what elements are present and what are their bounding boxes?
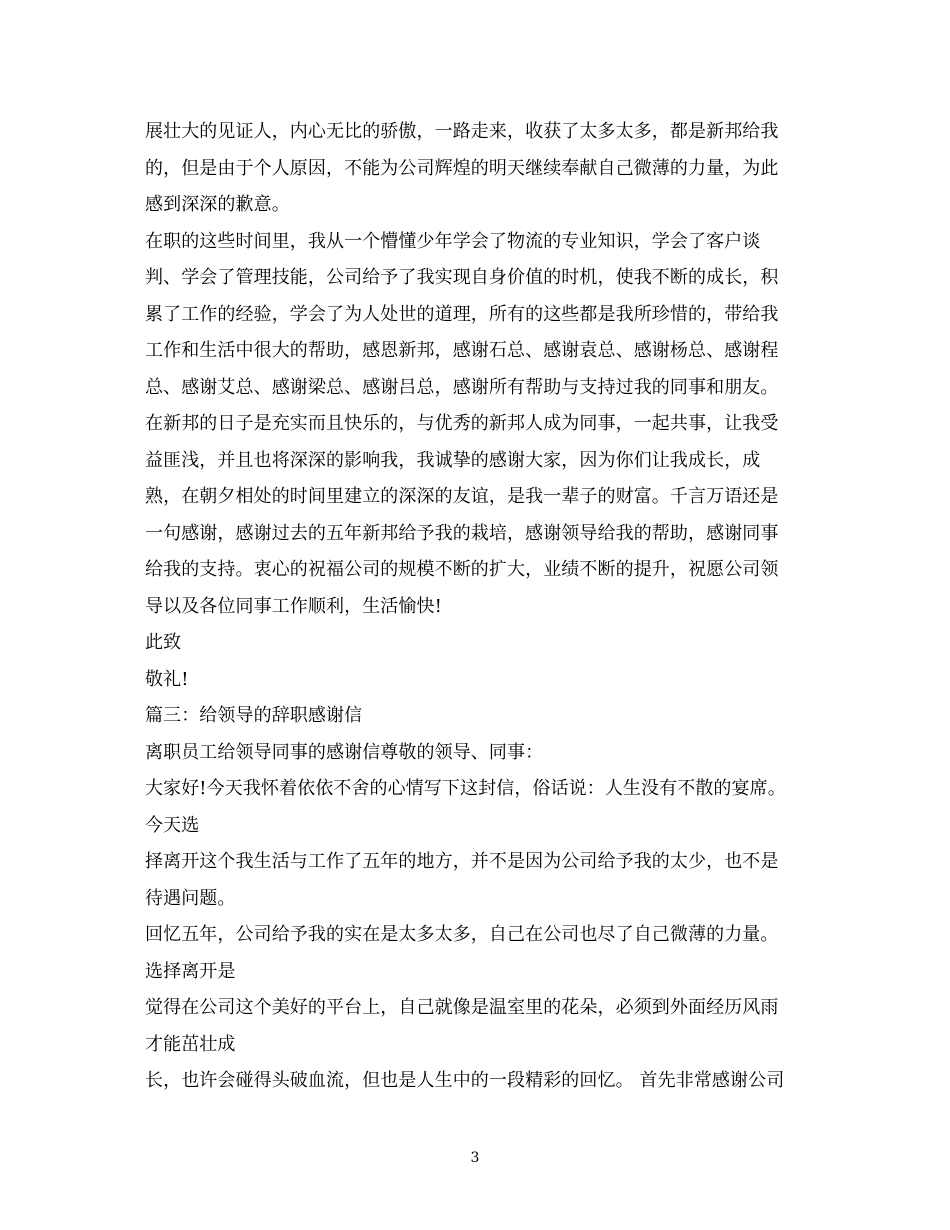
text-line: 在新邦的日子是充实而且快乐的，与优秀的新邦人成为同事，一起共事，让我受 bbox=[145, 413, 779, 434]
text-line: 判、学会了管理技能，公司给予了我实现自身价值的时机，使我不断的成长，积 bbox=[145, 267, 779, 288]
text-line: 总、感谢艾总、感谢梁总、感谢吕总，感谢所有帮助与支持过我的同事和朋友。 bbox=[145, 376, 779, 398]
closing-salutation: 此致 bbox=[145, 632, 182, 653]
text-line: 展壮大的见证人，内心无比的骄傲，一路走来，收获了太多太多，都是新邦给我 bbox=[145, 121, 779, 142]
text-line: 熟，在朝夕相处的时间里建立的深深的友谊，是我一辈子的财富。千言万语还是 bbox=[145, 486, 779, 507]
text-line: 大家好!今天我怀着依依不舍的心情写下这封信，俗话说：人生没有不散的宴席。 bbox=[145, 778, 786, 799]
text-line: 才能茁壮成 bbox=[145, 1033, 236, 1055]
text-line: 择离开这个我生活与工作了五年的地方，并不是因为公司给予我的太少，也不是 bbox=[145, 851, 779, 872]
body-text bbox=[145, 114, 825, 1100]
text-line: 觉得在公司这个美好的平台上，自己就像是温室里的花朵，必须到外面经历风雨 bbox=[145, 997, 779, 1018]
text-line: 给我的支持。衷心的祝福公司的规模不断的扩大，业绩不断的提升，祝愿公司领 bbox=[145, 559, 779, 580]
text-line: 累了工作的经验，学会了为人处世的道理，所有的这些都是我所珍惜的，带给我 bbox=[145, 303, 779, 325]
text-line: 回忆五年，公司给予我的实在是太多太多，自己在公司也尽了自己微薄的力量。 bbox=[145, 924, 779, 945]
text-line: 今天选 bbox=[145, 814, 200, 836]
closing-regards: 敬礼! bbox=[145, 668, 189, 690]
text-line: 一句感谢，感谢过去的五年新邦给予我的栽培，感谢领导给我的帮助，感谢同事 bbox=[145, 522, 779, 544]
text-line: 选择离开是 bbox=[145, 960, 236, 982]
text-line: 在职的这些时间里，我从一个懵懂少年学会了物流的专业知识，学会了客户谈 bbox=[145, 230, 761, 252]
page-number: 3 bbox=[470, 1150, 480, 1166]
text-line: 感到深深的歉意。 bbox=[145, 194, 290, 215]
text-line: 待遇问题。 bbox=[145, 887, 236, 909]
text-line: 的，但是由于个人原因，不能为公司辉煌的明天继续奉献自己微薄的力量，为此 bbox=[145, 157, 779, 179]
text-line: 工作和生活中很大的帮助，感恩新邦，感谢石总、感谢袁总、感谢杨总、感谢程 bbox=[145, 340, 779, 361]
letter-greeting: 离职员工给领导同事的感谢信尊敬的领导、同事： bbox=[145, 741, 544, 763]
text-line: 益匪浅，并且也将深深的影响我，我诚挚的感谢大家，因为你们让我成长，成 bbox=[145, 449, 761, 471]
text-line: 导以及各位同事工作顺利，生活愉快! bbox=[145, 595, 442, 617]
section-heading: 篇三：给领导的辞职感谢信 bbox=[145, 705, 363, 726]
text-line: 长，也许会碰得头破血流，但也是人生中的一段精彩的回忆。 首先非常感谢公司 bbox=[145, 1070, 785, 1091]
